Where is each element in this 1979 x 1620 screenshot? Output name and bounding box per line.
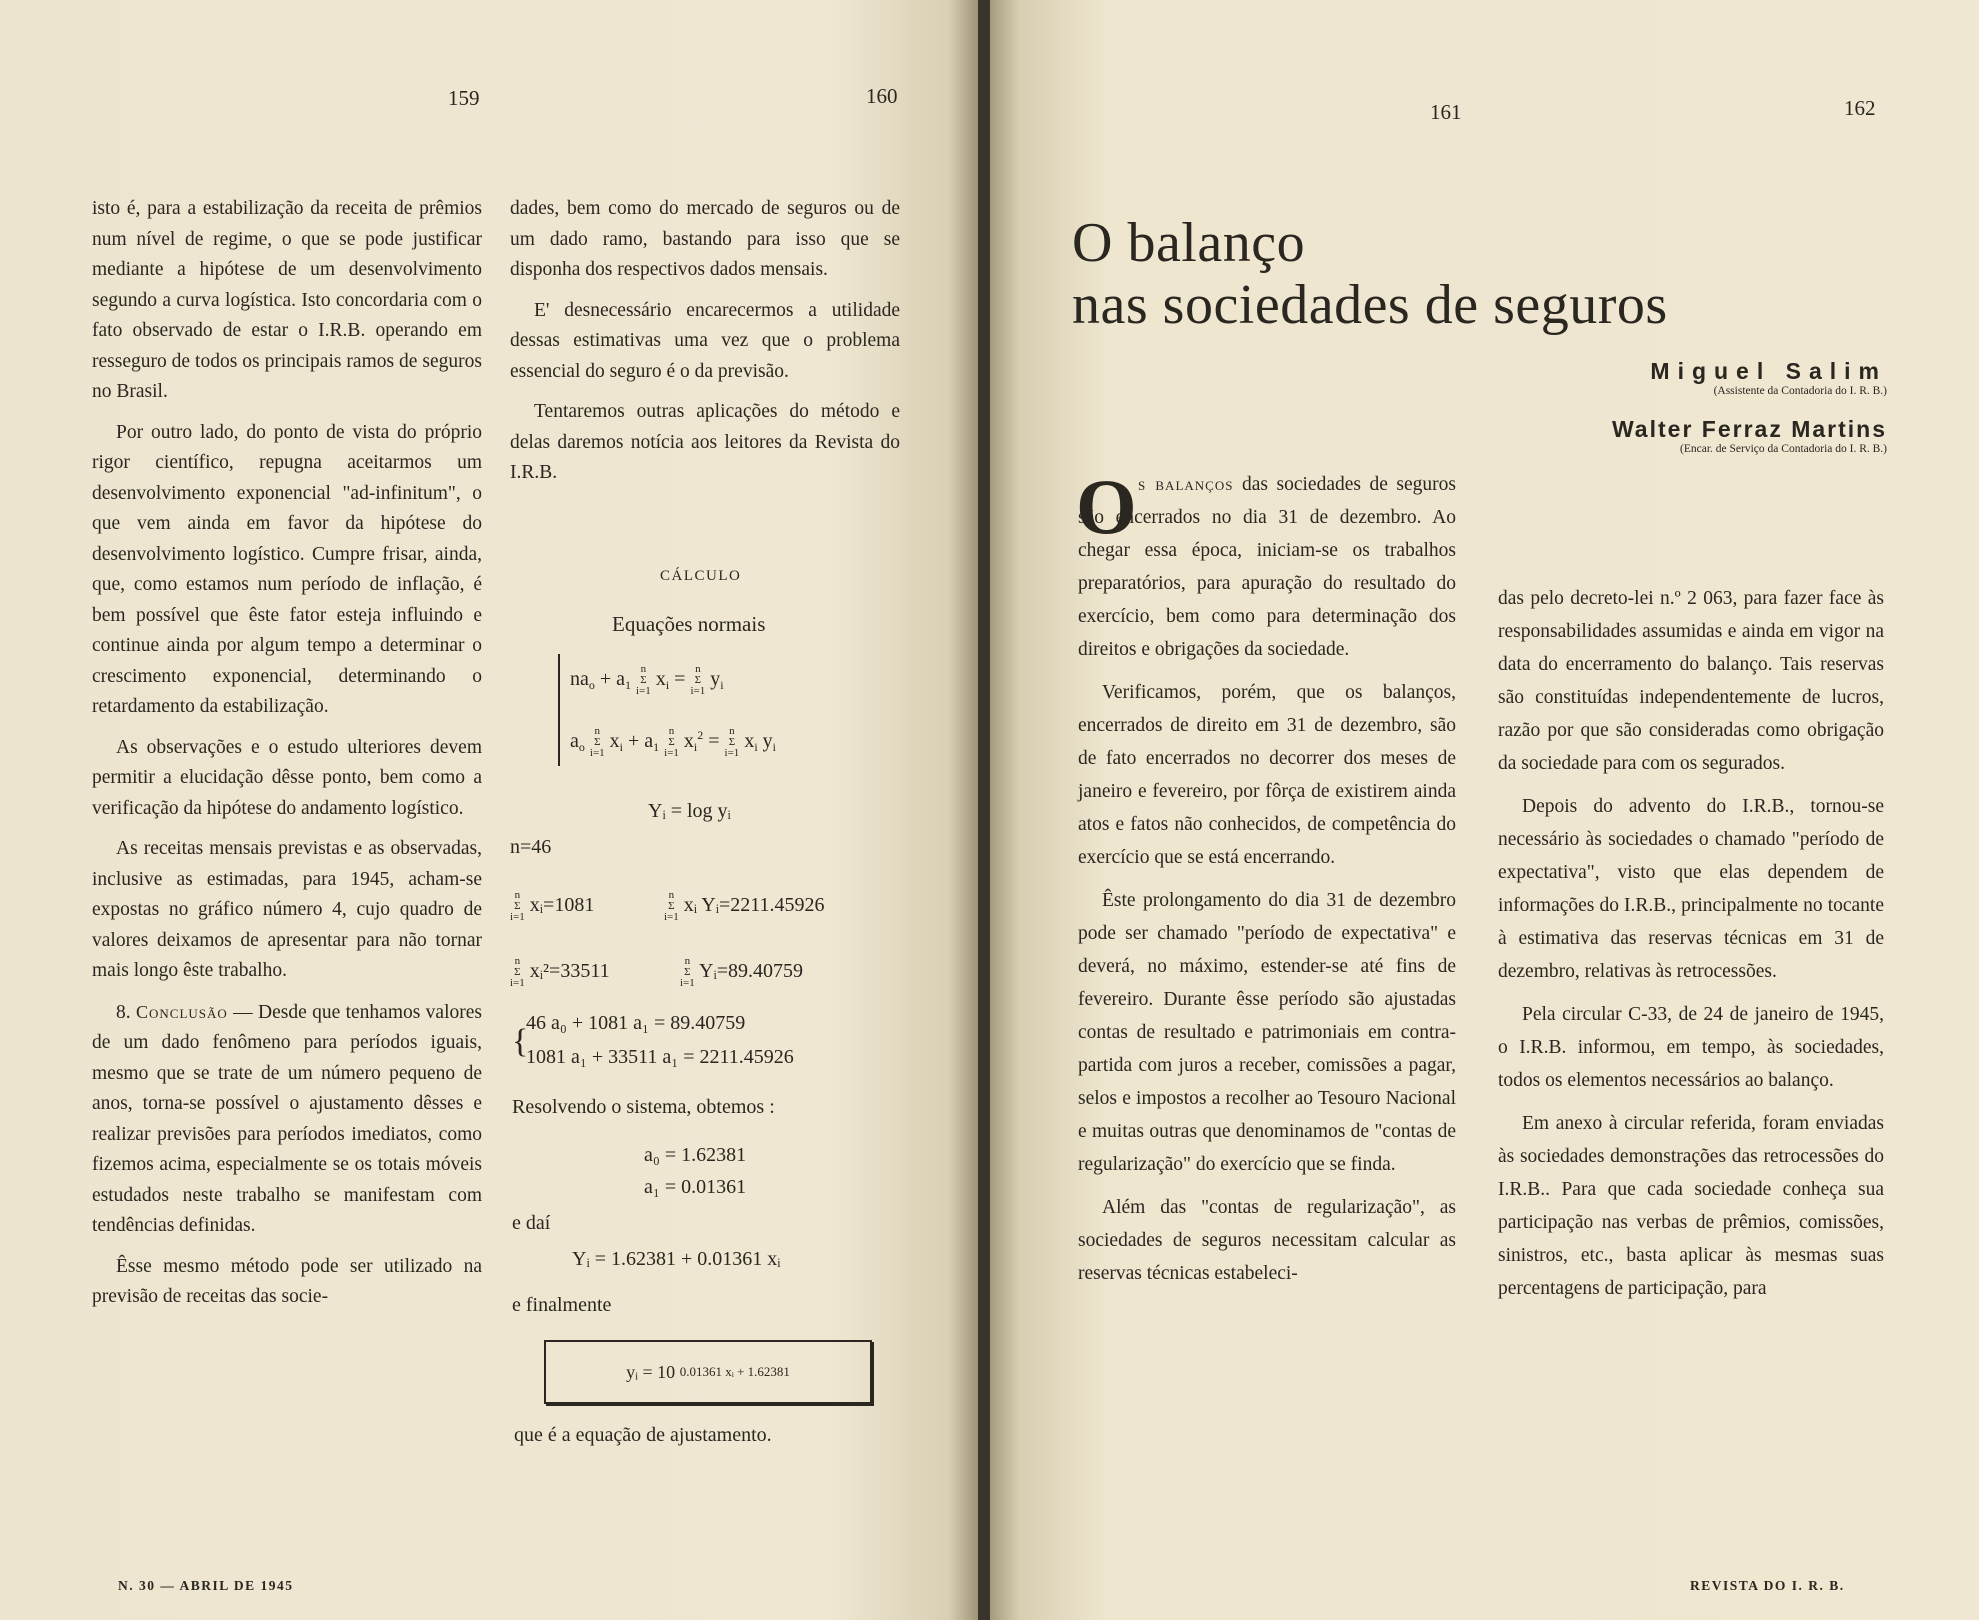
- paragraph: das pelo decreto-lei n.º 2 063, para fazer face às responsabilidades assumidas e ainda em vigor na data do encerramento do balanço. Tais reservas são constituídas independentemente de lucros, razão por que são consideradas como obrigação da sociedade para com os segurados.: [1498, 588, 1884, 774]
- conclusion-paragraph: 8. Conclusão — Desde que tenhamos valores de um dado fenômeno para períodos iguais, mesmo que se trate de um número pequeno de anos, torna-se possível o ajustamento dêsses e realizar previsões para períodos imediatos, como fizemos acima, especialmente se os totais móveis estudados neste trabalho se manifestam com tendências definidas.: [92, 1001, 482, 1236]
- paragraph: Depois do advento do I.R.B., tornou-se necessário às sociedades o chamado "período de expectativa", visto que elas dependem de informações do I.R.B., principalmente no tocante à estimativa das reservas técnicas em 31 de dezembro, relativas às retrocessões.: [1498, 796, 1884, 982]
- paragraph: dades, bem como do mercado de seguros ou de um dado ramo, bastando para isso que se disponha dos respectivos dados mensais.: [510, 198, 900, 280]
- author-2-role: (Encar. de Serviço da Contadoria do I. R. B.): [1680, 443, 1887, 455]
- left-page-spread: [0, 0, 978, 1620]
- page-number-159: 159: [448, 86, 480, 110]
- system-equation-2: 1081 a₁ + 33511 a₁ = 2211.45926: [526, 1046, 794, 1068]
- equation-brace: [558, 654, 570, 766]
- right-column-2: [1498, 582, 1884, 1315]
- lead-paragraph: s balanços das sociedades de seguros são encerrados no dia 31 de dezembro. Ao chegar essa época, iniciam-se os trabalhos preparatórios, para apuração do resultado do exercício, bem como para determinação dos direitos e obrigações da sociedade.: [1078, 474, 1456, 660]
- calc-heading: CÁLCULO: [660, 568, 742, 584]
- a1-value: a₁ = 0.01361: [644, 1176, 747, 1198]
- left-column-1: [92, 194, 482, 1323]
- left-column-2: [510, 194, 900, 499]
- paragraph: Êsse mesmo método pode ser utilizado na previsão de receitas das socie-: [92, 1255, 482, 1307]
- author-2: [1467, 416, 1887, 455]
- final-Y-equation: Yᵢ = 1.62381 + 0.01361 xᵢ: [572, 1248, 781, 1270]
- paragraph: As observações e o estudo ulteriores devem permitir a elucidação dêsse ponto, bem como a verificação da hipótese do andamento logístico.: [92, 736, 482, 819]
- system-equation-1: 46 a₀ + 1081 a₁ = 89.40759: [526, 1012, 746, 1034]
- sum-x: n Σ i=1 xᵢ=1081: [510, 889, 595, 923]
- article-title-line-2: nas sociedades de seguros: [1072, 274, 1668, 336]
- sum-x2: n Σ i=1 xᵢ²=33511: [510, 955, 610, 989]
- article-title-line-1: O balanço: [1072, 212, 1306, 274]
- page-number-162: 162: [1844, 96, 1876, 120]
- sum-Y: n Σ i=1 Yᵢ=89.40759: [680, 955, 804, 989]
- paragraph: Em anexo à circular referida, foram enviadas às sociedades demonstrações das retrocessões do I.R.B.. Para que cada sociedade conheça sua participação nas verbas de prêmios, comissões, sinistros, etc., basta aplicar às mesmas suas percentagens de participação, para: [1498, 1113, 1884, 1299]
- closing-text: que é a equação de ajustamento.: [514, 1424, 772, 1446]
- page-number-161: 161: [1430, 100, 1462, 124]
- author-1: [1467, 358, 1887, 397]
- normal-equation-1: $na_o + a_1$ n Σ i=1 $x_i = n$ Σ i=1 $y_i$: [570, 663, 724, 697]
- log-equation: Yᵢ = log yᵢ: [648, 800, 731, 822]
- paragraph: E' desnecessário encarecermos a utilidade dessas estimativas uma vez que o problema essencial do seguro é o da previsão.: [510, 299, 900, 382]
- e-dai-text: e daí: [512, 1212, 551, 1234]
- paragraph: Pela circular C-33, de 24 de janeiro de 1945, o I.R.B. informou, em tempo, às sociedades, todos os elementos necessários ao balanço.: [1498, 1004, 1884, 1091]
- normal-equation-2: $a_o$ n Σ i=1 $x_i + a_1$ n Σ i=1 $x_i^2 = n$ Σ i=1 $x_i$ $y_i$: [570, 725, 776, 759]
- author-1-name: Miguel Salim: [1650, 358, 1887, 384]
- paragraph: isto é, para a estabilização da receita de prêmios num nível de regime, o que se pode justificar mediante a hipótese de um desenvolvimento segundo a curva logística. Isto concordaria com o fato observado de estar o I.R.B. operando em resseguro de todos os principais ramos de seguros no Brasil.: [92, 198, 482, 402]
- e-finalmente-text: e finalmente: [512, 1294, 612, 1316]
- author-2-name: Walter Ferraz Martins: [1611, 416, 1887, 442]
- n-value: n=46: [510, 836, 552, 858]
- author-1-role: (Assistente da Contadoria do I. R. B.): [1713, 385, 1887, 397]
- right-column-1: [1076, 463, 1456, 1300]
- resolve-text: Resolvendo o sistema, obtemos :: [512, 1096, 775, 1118]
- paragraph: Êste prolongamento do dia 31 de dezembro pode ser chamado "período de expectativa" e deverá, no máximo, estender-se até fins de fevereiro. Durante êsse período são ajustadas contas de resultado e patrimoniais em contra-partida com juros a receber, comissões a pagar, selos e impostos a recolher ao Tesouro Nacional e muitas outras que denominamos de "contas de regularização" do exercício que se finda.: [1078, 890, 1456, 1175]
- paragraph: Além das "contas de regularização", as sociedades de seguros necessitam calcular as reservas técnicas estabeleci-: [1078, 1197, 1456, 1284]
- a0-value: a₀ = 1.62381: [644, 1144, 747, 1166]
- boxed-final-equation: yᵢ = 10 0.01361 xᵢ + 1.62381: [544, 1340, 872, 1404]
- paragraph: As receitas mensais previstas e as observadas, inclusive as estimadas, para 1945, acham-se expostas no gráfico número 4, cujo quadro de valores deixamos de apresentar para não tornar mais longo êste trabalho.: [92, 838, 482, 981]
- sum-xY: n Σ i=1 xᵢ Yᵢ=2211.45926: [664, 889, 825, 923]
- page-number-160: 160: [866, 84, 898, 108]
- paragraph: Tentaremos outras aplicações do método e delas daremos notícia aos leitores da Revista do I.R.B.: [510, 401, 900, 483]
- paragraph: Verificamos, porém, que os balanços, encerrados de direito em 31 de dezembro, são de fato encerrados no decorrer dos meses de janeiro e fevereiro, por fôrça de existirem ainda atos e fatos não conhecidos, de competência do exercício que se está encerrando.: [1078, 682, 1456, 868]
- section-heading: Conclusão: [135, 1001, 228, 1022]
- footer-journal: REVISTA DO I. R. B.: [1690, 1578, 1845, 1593]
- right-page-spread: [990, 0, 1979, 1620]
- equations-title: Equações normais: [612, 612, 766, 636]
- drop-cap: O: [1076, 463, 1137, 550]
- system-brace: {: [512, 1023, 529, 1060]
- paragraph: Por outro lado, do ponto de vista do próprio rigor científico, repugna aceitarmos um desenvolvimento exponencial "ad-infinitum", o que vem ainda em favor da hipótese do desenvolvimento logístico. Cumpre frisar, ainda, que, como estamos num período de inflação, é bem possível que êste fator esteja influindo e continue ainda por algum tempo a determinar o crescimento exponencial, determinando o retardamento da estabilização.: [92, 421, 482, 717]
- footer-issue: N. 30 — ABRIL DE 1945: [118, 1578, 294, 1593]
